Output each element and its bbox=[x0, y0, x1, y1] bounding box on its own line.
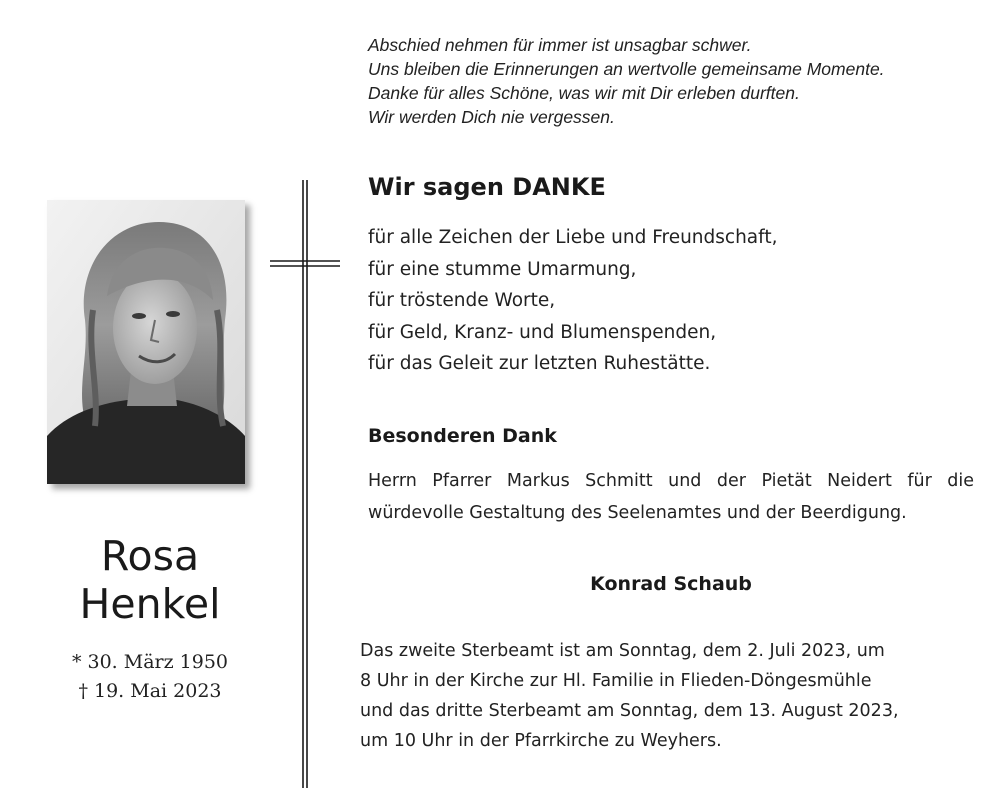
thanks-heading: Wir sagen DANKE bbox=[368, 173, 606, 201]
thanks-item: für tröstende Worte, bbox=[368, 290, 556, 311]
farewell-poem bbox=[368, 33, 988, 129]
special-thanks-text: Herrn Pfarrer Markus Schmitt und der Pietät Neidert für die würdevolle Gestaltung des Seelenamtes und der Beerdigung. bbox=[368, 471, 974, 523]
life-dates bbox=[40, 648, 260, 706]
mass-announcement bbox=[360, 636, 974, 756]
thanks-item: für Geld, Kranz- und Blumenspenden, bbox=[368, 321, 717, 343]
birth-date: * 30. März 1950 bbox=[71, 651, 229, 673]
thanks-item: für eine stumme Umarmung, bbox=[368, 258, 637, 280]
death-date: † 19. Mai 2023 bbox=[78, 680, 222, 702]
portrait-photo bbox=[47, 200, 245, 484]
deceased-name bbox=[40, 532, 260, 628]
mass-line: 8 Uhr in der Kirche zur Hl. Familie in Flieden-Döngesmühle bbox=[360, 671, 872, 691]
first-name: Rosa bbox=[100, 532, 200, 580]
poem-line: Wir werden Dich nie vergessen. bbox=[368, 107, 615, 127]
poem-line: Abschied nehmen für immer ist unsagbar schwer. bbox=[368, 35, 752, 55]
thanks-list bbox=[368, 222, 988, 380]
mass-line: Das zweite Sterbeamt ist am Sonntag, dem 2. Juli 2023, um bbox=[360, 641, 885, 661]
special-thanks-heading: Besonderen Dank bbox=[368, 425, 557, 447]
thanks-item: für alle Zeichen der Liebe und Freundschaft, bbox=[368, 227, 778, 248]
portrait-image bbox=[47, 200, 245, 484]
thanks-item: für das Geleit zur letzten Ruhestätte. bbox=[368, 353, 711, 374]
poem-line: Danke für alles Schöne, was wir mit Dir erleben durften. bbox=[368, 83, 800, 103]
poem-line: Uns bleiben die Erinnerungen an wertvolle gemeinsame Momente. bbox=[368, 59, 885, 79]
signature: Konrad Schaub bbox=[590, 573, 752, 595]
mass-line: um 10 Uhr in der Pfarrkirche zu Weyhers. bbox=[360, 731, 722, 751]
last-name: Henkel bbox=[79, 580, 221, 628]
mass-line: und das dritte Sterbeamt am Sonntag, dem 13. August 2023, bbox=[360, 701, 899, 721]
cross-icon bbox=[268, 178, 344, 790]
